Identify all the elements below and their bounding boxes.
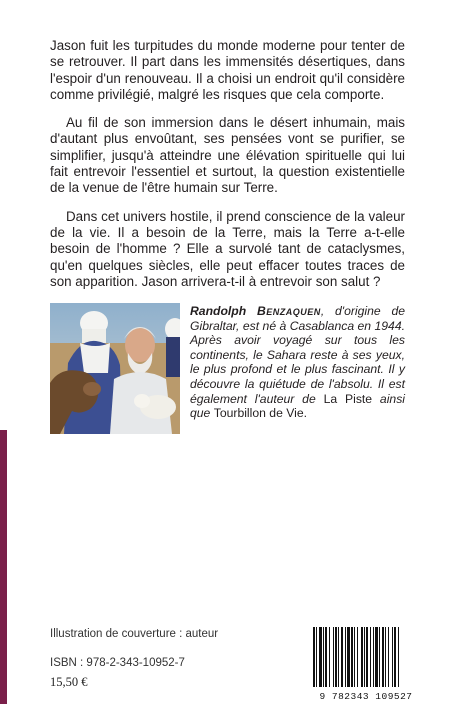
blurb-paragraph-1: Jason fuit les turpitudes du monde moderne pour tenter de se retrouver. Il part dans les immensités désertiques, dans l'espoir d'un renouveau. Il a choisi un endroit qu'il considère comme privilégié, malgré les risques que cela comporte. <box>50 38 405 102</box>
barcode-bar <box>379 627 380 687</box>
barcode-bar <box>361 627 363 687</box>
barcode-bar <box>388 627 389 687</box>
author-first-name: Randolph <box>190 304 247 318</box>
barcode-bar <box>385 627 386 687</box>
blurb-paragraph-3: Dans cet univers hostile, il prend conscience de la valeur de la vie. Il a besoin de la Terre, mais la Terre a-t-elle besoin de l'homme ? Elle a survolé tant de cataclysmes, qu'en quelques siècles, elle peut effacer toutes traces de son apparition. Jason arrivera-t-il à entrevoir son salut ? <box>50 208 405 289</box>
barcode-bar <box>357 627 358 687</box>
barcode-bar <box>347 627 350 687</box>
author-bio-end: . <box>303 406 308 421</box>
barcode-bar <box>392 627 393 687</box>
isbn-number: ISBN : 978-2-343-10952-7 <box>50 657 185 669</box>
barcode-bar <box>354 627 355 687</box>
barcode-bar <box>325 627 327 687</box>
barcode-bar <box>329 627 330 687</box>
author-book-title-1: La Piste <box>323 391 373 406</box>
barcode-bars <box>309 627 423 689</box>
barcode-bar <box>341 627 343 687</box>
barcode-bar <box>394 627 396 687</box>
barcode-bar <box>370 627 371 687</box>
barcode-bar <box>375 627 378 687</box>
barcode-bar <box>333 627 334 687</box>
author-bio-text-2: ainsi que <box>190 391 405 421</box>
barcode-bar <box>313 627 315 687</box>
author-book-title-2: Tourbillon de Vie <box>213 406 304 421</box>
isbn-barcode <box>309 627 423 703</box>
barcode-bar <box>316 627 317 687</box>
barcode-bar <box>345 627 346 687</box>
barcode-bar <box>351 627 353 687</box>
book-price: 15,50 € <box>50 675 88 689</box>
barcode-bar <box>323 627 324 687</box>
barcode-bar <box>398 627 399 687</box>
barcode-bar <box>382 627 384 687</box>
author-last-name: Benzaquen <box>257 304 321 318</box>
spine-color-bar <box>0 430 7 704</box>
barcode-bar <box>319 627 322 687</box>
cover-illustration-credit: Illustration de couverture : auteur <box>50 628 219 640</box>
author-bio-text-1: , d'origine de Gibraltar, est né à Casablanca en 1944. Après avoir voyagé sur tous les continents, le Sahara reste à ses yeux, le plus profond et le plus fascinant. Il y découvre la quiétude de l'absolu. Il est également l'auteur de <box>190 304 406 406</box>
author-photo-illustration <box>50 303 180 434</box>
barcode-bar <box>335 627 337 687</box>
barcode-bar <box>373 627 374 687</box>
barcode-digits: 9 782343 109527 <box>319 691 413 702</box>
author-bio <box>190 304 405 421</box>
barcode-bar <box>366 627 368 687</box>
barcode-bar <box>364 627 365 687</box>
author-photo <box>50 303 180 434</box>
blurb-paragraph-2: Au fil de son immersion dans le désert inhumain, mais d'autant plus envoûtant, ses pensées vont se purifier, se simplifier, jusqu'à atteindre une élévation spirituelle qui lui fait entrevoir l'essentiel et surtout, la question existentielle de la venue de l'être humain sur Terre. <box>50 115 405 196</box>
back-cover-blurb <box>50 38 405 302</box>
barcode-bar <box>338 627 339 687</box>
